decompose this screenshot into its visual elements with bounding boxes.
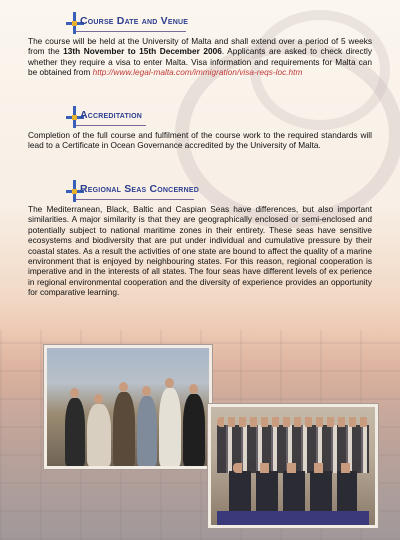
venue-text-post: . Applicants are asked to check directly whether they require a visa to enter Malta. Visa information and requirements for Malta can be obtained from [28, 46, 372, 78]
heading-course-date-venue: Course Date and Venue [80, 15, 189, 27]
regional-seas-paragraph: The Mediterranean, Black, Baltic and Caspian Seas have differences, but also important similarities. A major similarity is that they are geographically enclosed or semi-enclosed and potentially subject to national maritime zones in their entirety. These seas have sensitive ecosystems and biodiversity that are put under individual and cumulative pressure by their coastal states. As a result the activities of one state are bound to affect the quality of a marine environment that is enjoyed by neighbouring states. For this reason, regional cooperation is imperative and in the interests of all states. The four seas have different levels of ex perience in regional environmental cooperation and the diversity of experience provides an opportunity for comparative learning. [28, 204, 372, 298]
section-regional-seas [28, 178, 372, 298]
visa-info-link[interactable]: http://www.legal-malta.com/immigration/visa-reqs-loc.htm [92, 67, 303, 78]
heading-underline [76, 31, 186, 32]
section-heading-row [28, 178, 372, 202]
section-heading-row [28, 10, 372, 34]
section-heading-row [28, 104, 372, 128]
heading-accreditation: Accreditation [80, 109, 143, 121]
section-accreditation [28, 104, 372, 151]
heading-regional-seas: Regional Seas Concerned [80, 183, 199, 195]
venue-paragraph [28, 36, 372, 78]
venue-dates: 13th November to 15th December 2006 [63, 46, 222, 57]
accreditation-paragraph: Completion of the full course and fulfilment of the course work to the required standards will lead to a Certificate in Ocean Governance accredited by the University of Malta. [28, 130, 372, 151]
heading-underline [76, 199, 194, 200]
outdoor-group-photo [44, 345, 212, 469]
section-course-date-venue [28, 10, 372, 78]
venue-text-pre: The course will be held at the University of Malta and shall extend over a period of 5 weeks from the [28, 36, 372, 57]
formal-group-photo [208, 404, 378, 528]
heading-underline [76, 125, 146, 126]
